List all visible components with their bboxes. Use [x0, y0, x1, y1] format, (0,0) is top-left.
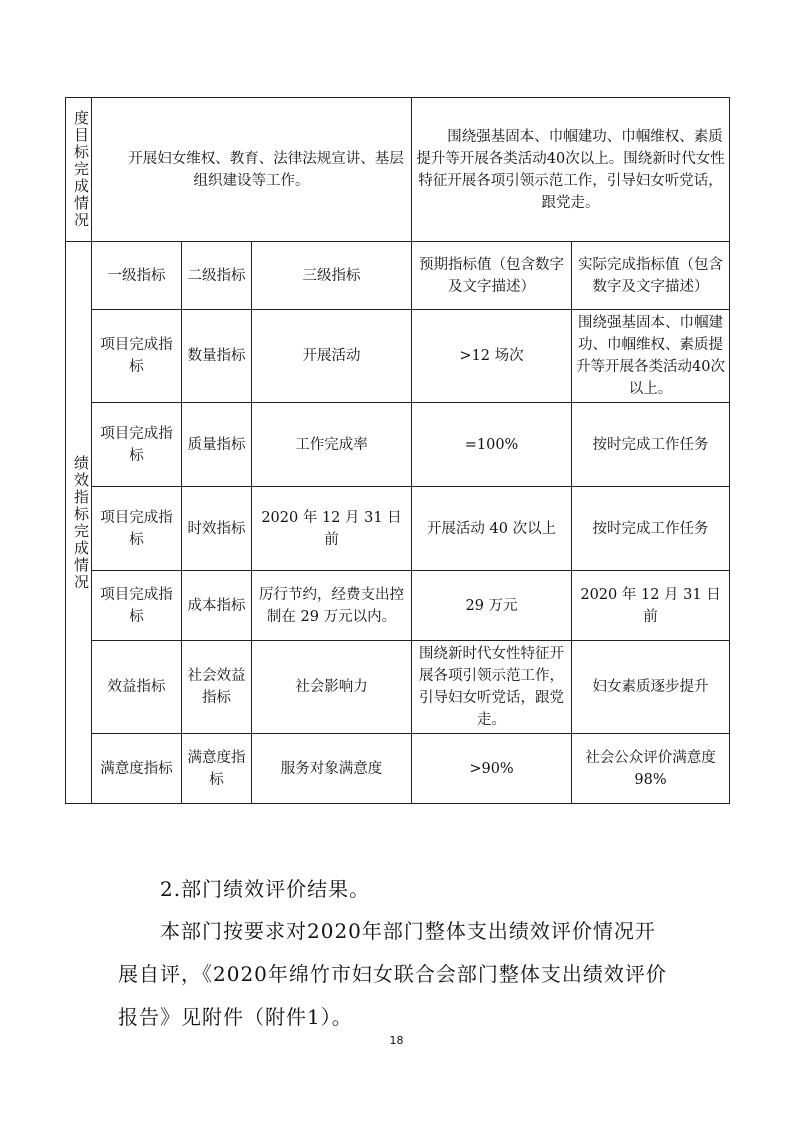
table-row: [66, 403, 730, 487]
cell-expected: 围绕新时代女性特征开展各项引领示范工作，引导妇女听党话，跟党走。: [412, 641, 572, 734]
table-row: [66, 487, 730, 571]
cell-expected: >90%: [412, 734, 572, 804]
header-row: [66, 242, 730, 310]
indicators-label: 绩效指标完成情况: [72, 454, 90, 591]
cell-level3: 厉行节约，经费支出控制在 29 万元以内。: [252, 571, 412, 641]
section-heading: 2.部门绩效评价结果。: [160, 877, 371, 901]
header-level2: 二级指标: [182, 242, 252, 310]
table-row: [66, 641, 730, 734]
table-row: [66, 571, 730, 641]
section-body-line1: 本部门按要求对2020年部门整体支出绩效评价情况开: [160, 919, 656, 943]
cell-actual: 按时完成工作任务: [572, 487, 730, 571]
cell-level2: 成本指标: [182, 571, 252, 641]
cell-actual: 社会公众评价满意度98%: [572, 734, 730, 804]
year-goal-planned: 开展妇女维权、教育、法律法规宣讲、基层组织建设等工作。: [92, 98, 412, 242]
table-row: [66, 310, 730, 403]
indicators-label-cell: [66, 242, 92, 804]
cell-level1: 项目完成指标: [92, 487, 182, 571]
cell-level2: 数量指标: [182, 310, 252, 403]
cell-actual: 2020 年 12 月 31 日前: [572, 571, 730, 641]
header-level1: 一级指标: [92, 242, 182, 310]
cell-expected: 开展活动 40 次以上: [412, 487, 572, 571]
cell-level2: 社会效益指标: [182, 641, 252, 734]
header-level3: 三级指标: [252, 242, 412, 310]
cell-level1: 项目完成指标: [92, 310, 182, 403]
section-body-line2: 展自评，《2020年绵竹市妇女联合会部门整体支出绩效评价: [118, 962, 667, 986]
header-expected: 预期指标值（包含数字及文字描述）: [412, 242, 572, 310]
cell-level1: 项目完成指标: [92, 403, 182, 487]
cell-actual: 围绕强基固本、巾帼建功、巾帼维权、素质提升等开展各类活动40次以上。: [572, 310, 730, 403]
cell-level1: 满意度指标: [92, 734, 182, 804]
year-goal-actual: 围绕强基固本、巾帼建功、巾帼维权、素质提升等开展各类活动40次以上。围绕新时代女性特征开展各项引领示范工作，引导妇女听党话，跟党走。: [412, 98, 730, 242]
cell-level2: 满意度指标: [182, 734, 252, 804]
cell-level3: 2020 年 12 月 31 日前: [252, 487, 412, 571]
cell-level3: 社会影响力: [252, 641, 412, 734]
cell-actual: 妇女素质逐步提升: [572, 641, 730, 734]
cell-expected: 29 万元: [412, 571, 572, 641]
performance-table: [65, 97, 730, 804]
year-goal-row: [66, 98, 730, 242]
year-goal-label-cell: [66, 98, 92, 242]
cell-actual: 按时完成工作任务: [572, 403, 730, 487]
section-body-line3: 报告》见附件（附件1）。: [118, 1005, 353, 1029]
header-actual: 实际完成指标值（包含数字及文字描述）: [572, 242, 730, 310]
cell-level3: 服务对象满意度: [252, 734, 412, 804]
cell-level1: 项目完成指标: [92, 571, 182, 641]
cell-level2: 时效指标: [182, 487, 252, 571]
cell-level3: 开展活动: [252, 310, 412, 403]
year-goal-label: 度目标完成情况: [72, 110, 90, 229]
cell-level3: 工作完成率: [252, 403, 412, 487]
cell-expected: >12 场次: [412, 310, 572, 403]
cell-level1: 效益指标: [92, 641, 182, 734]
page-number: 18: [389, 1034, 404, 1047]
cell-level2: 质量指标: [182, 403, 252, 487]
table-row: [66, 734, 730, 804]
cell-expected: =100%: [412, 403, 572, 487]
